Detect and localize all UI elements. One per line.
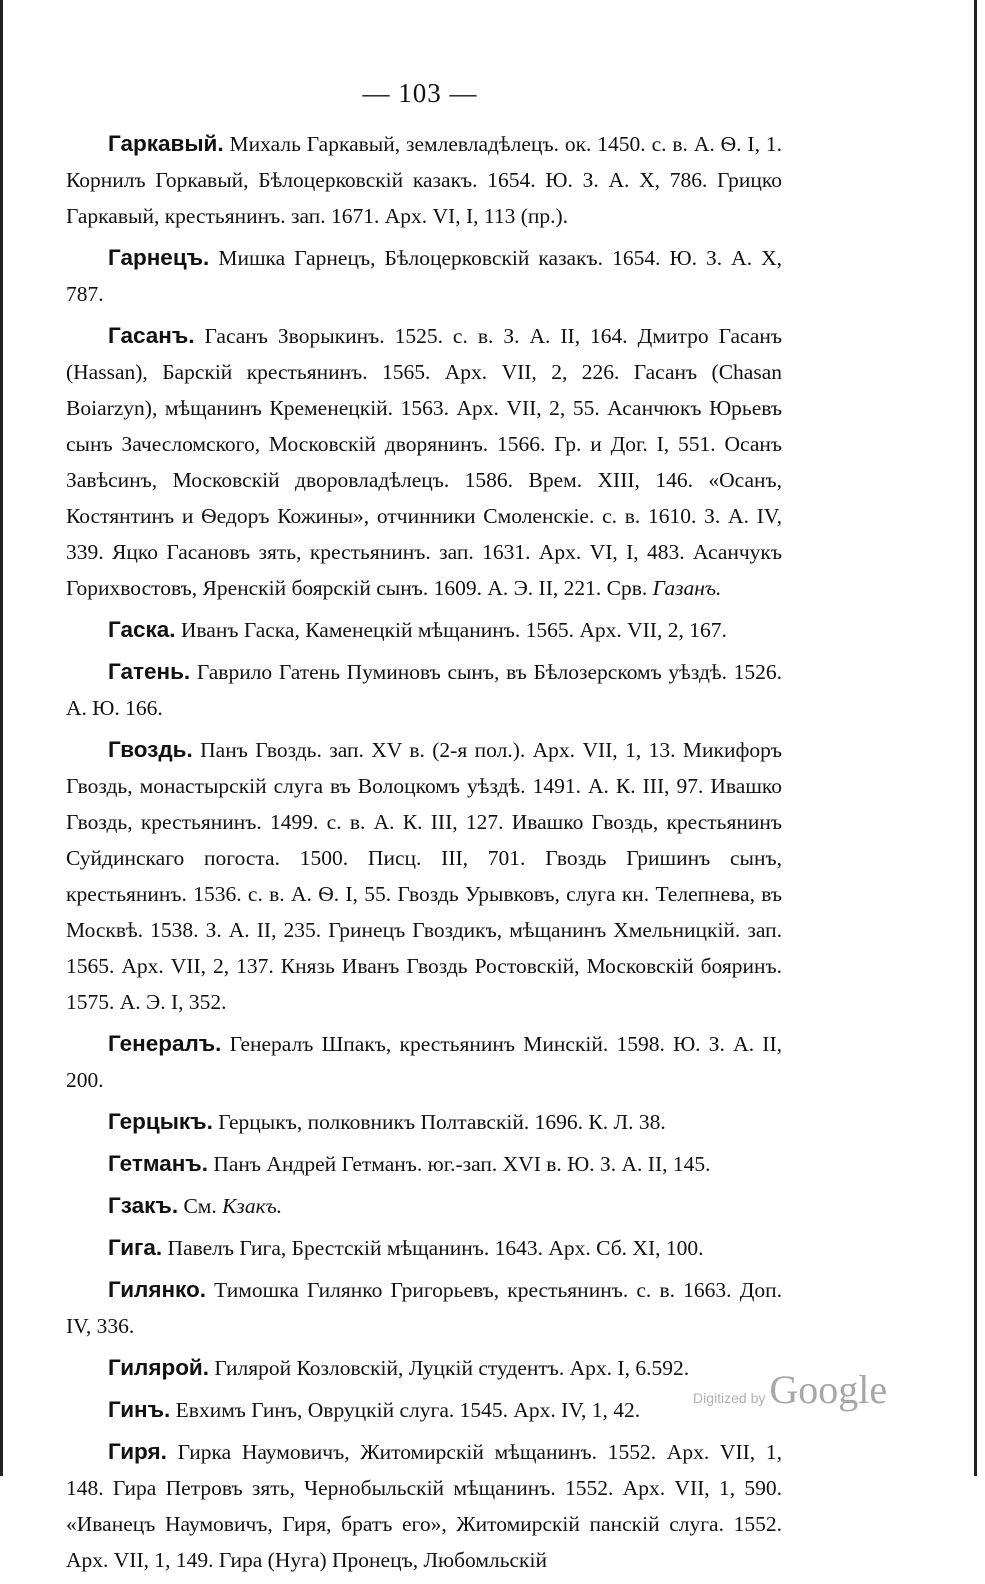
entry-headword: Гиря. [108, 1439, 167, 1464]
entry-text: Евхимъ Гинъ, Овруцкій слуга. 1545. Арх. IV, 1, 42. [170, 1398, 641, 1422]
dictionary-entry [66, 1392, 782, 1428]
entry-text: Тимошка Гилянко Григорьевъ, крестьянинъ. с. в. 1663. Доп. IV, 336. [66, 1278, 782, 1338]
entry-headword: Гатень. [108, 659, 191, 684]
entry-text: См. [178, 1194, 223, 1218]
google-digitized-watermark [693, 1366, 887, 1413]
dictionary-text-column [66, 126, 782, 1584]
entry-text: Иванъ Гаска, Каменецкій мѣщанинъ. 1565. Арх. VII, 2, 167. [175, 618, 727, 642]
entry-headword: Гетманъ. [108, 1151, 208, 1176]
dictionary-entry [66, 732, 782, 1020]
dictionary-entry [66, 612, 782, 648]
entry-headword: Гаркавый. [108, 131, 224, 156]
entry-text: Гасанъ Зворыкинъ. 1525. с. в. З. А. II, 164. Дмитро Гасанъ (Hassan), Барскій крестьянинъ. 1565. Арх. VII, 2, 226. Гасанъ (Chasan Boiarzyn), мѣщанинъ Кременецкій. 1563. Арх. VII, 2, 55. Асанчюкъ Юрьевъ сынъ Зачесломского, Московскій дворянинъ. 1566. Гр. и Дог. I, 551. Осанъ Завѣсинъ, Московскій дворовладѣлецъ. 1586. Врем. XIII, 146. «Осанъ, Костянтинъ и Ѳедоръ Кожины», отчинники Смоленскіе. с. в. 1610. З. А. IV, 339. Яцко Гасановъ зять, крестьянинъ. зап. 1631. Арх. VI, I, 483. Асанчукъ Горихвостовъ, Яренскій боярскій сынъ. 1609. А. Э. II, 221. Срв. [66, 324, 782, 600]
entry-headword: Гига. [108, 1235, 163, 1260]
entry-text: Мишка Гарнецъ, Бѣлоцерковскій казакъ. 1654. Ю. З. А. X, 787. [66, 246, 782, 306]
dictionary-entry [66, 318, 782, 606]
dictionary-entry [66, 1146, 782, 1182]
dictionary-entry [66, 1272, 782, 1344]
entry-headword: Гарнецъ. [108, 245, 210, 270]
dictionary-entry [66, 1230, 782, 1266]
entry-headword: Гинъ. [108, 1397, 171, 1422]
page-left-edge [0, 0, 3, 1476]
entry-text: Гирка Наумовичъ, Житомирскій мѣщанинъ. 1552. Арх. VII, 1, 148. Гира Петровъ зять, Чернобыльскій мѣщанинъ. 1552. Арх. VII, 1, 590. «Иванецъ Наумовичъ, Гиря, братъ его», Житомирскій панскій слуга. 1552. Арх. VII, 1, 149. Гира (Нуга) Пронецъ, Любомльскій [66, 1440, 782, 1572]
entry-headword: Гилянко. [108, 1277, 206, 1302]
dictionary-entry [66, 1104, 782, 1140]
entry-text: Генералъ Шпакъ, крестьянинъ Минскій. 1598. Ю. З. А. II, 200. [66, 1032, 782, 1092]
entry-text: Павелъ Гига, Брестскій мѣщанинъ. 1643. Арх. Сб. XI, 100. [162, 1236, 704, 1260]
entry-text: Гилярой Козловскій, Луцкій студентъ. Арх. I, 6.592. [209, 1356, 690, 1380]
page-number: — 103 — [362, 78, 478, 108]
entry-headword: Герцыкъ. [108, 1109, 213, 1134]
entry-headword: Гвоздь. [108, 737, 193, 762]
dictionary-entry [66, 1026, 782, 1098]
entry-headword: Гасанъ. [108, 323, 195, 348]
entry-headword: Гаска. [108, 617, 176, 642]
dictionary-entry [66, 654, 782, 726]
entry-text: Гаврило Гатень Пуминовъ сынъ, въ Бѣлозерскомъ уѣздѣ. 1526. А. Ю. 166. [66, 660, 782, 720]
page-right-edge [974, 0, 977, 1476]
entry-headword: Генералъ. [108, 1031, 222, 1056]
entry-text: Герцыкъ, полковникъ Полтавскій. 1696. К. Л. 38. [212, 1110, 666, 1134]
google-logo: Google [769, 1367, 888, 1412]
entry-headword: Гилярой. [108, 1355, 210, 1380]
dictionary-entry [66, 240, 782, 312]
dictionary-entry [66, 1434, 782, 1578]
entry-cross-reference: Кзакъ. [222, 1194, 283, 1218]
entry-text: Панъ Гвоздь. зап. XV в. (2-я пол.). Арх. VII, 1, 13. Микифоръ Гвоздь, монастырскій слуга въ Волоцкомъ уѣздѣ. 1491. А. К. III, 97. Ивашко Гвоздь, крестьянинъ. 1499. с. в. А. К. III, 127. Ивашко Гвоздь, крестьянинъ Суйдинскаго погоста. 1500. Писц. III, 701. Гвоздь Гришинъ сынъ, крестьянинъ. 1536. с. в. А. Ѳ. I, 55. Гвоздь Урывковъ, слуга кн. Телепнева, въ Москвѣ. 1538. З. А. II, 235. Гринецъ Гвоздикъ, мѣщанинъ Хмельницкій. зап. 1565. Арх. VII, 2, 137. Князь Иванъ Гвоздь Ростовскій, Московскій бояринъ. 1575. А. Э. I, 352. [66, 738, 782, 1014]
entry-text: Панъ Андрей Гетманъ. юг.-зап. XVI в. Ю. З. А. II, 145. [207, 1152, 711, 1176]
dictionary-entry [66, 126, 782, 234]
entry-text: Михаль Гаркавый, землевладѣлецъ. ок. 1450. с. в. А. Ѳ. I, 1. Корнилъ Горкавый, Бѣлоцерковскій казакъ. 1654. Ю. З. А. X, 786. Грицко Гаркавый, крестьянинъ. зап. 1671. Арх. VI, I, 113 (пр.). [66, 132, 782, 228]
entry-headword: Гзакъ. [108, 1193, 179, 1218]
dictionary-entry [66, 1188, 782, 1224]
watermark-prefix: Digitized by [693, 1390, 766, 1406]
entry-cross-reference: Газанъ. [652, 576, 722, 600]
dictionary-entry [66, 1350, 782, 1386]
